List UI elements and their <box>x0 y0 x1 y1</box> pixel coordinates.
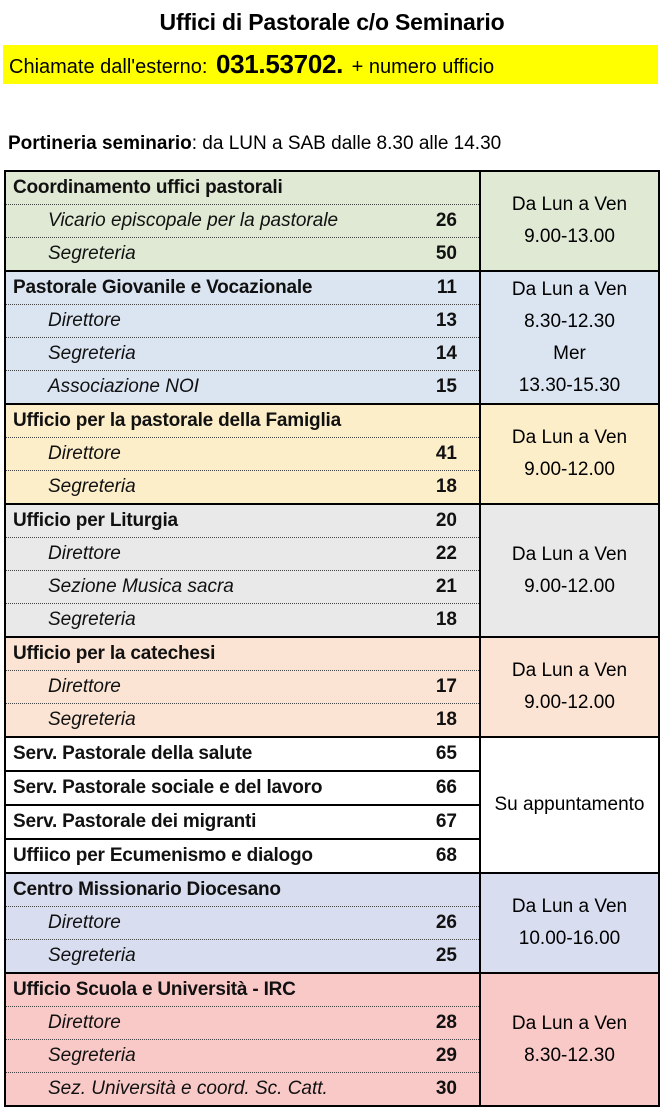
office-label: Direttore <box>48 912 121 933</box>
hours-line: 8.30-12.30 <box>524 310 615 332</box>
office-row <box>6 272 479 304</box>
office-label: Direttore <box>48 1012 121 1033</box>
office-label: Serv. Pastorale della salute <box>13 743 253 764</box>
extension-number: 11 <box>436 277 457 298</box>
hours-line: 9.00-12.00 <box>524 692 615 713</box>
office-label: Segreteria <box>48 1045 136 1066</box>
office-label: Ufficio Scuola e Università - IRC <box>13 979 296 1000</box>
office-label: Sezione Musica sacra <box>48 576 234 597</box>
office-row <box>6 537 479 570</box>
hours-cell <box>481 405 658 503</box>
extension-number: 50 <box>435 243 457 264</box>
office-label: Segreteria <box>48 945 136 966</box>
external-calls-banner <box>3 45 658 84</box>
office-row <box>6 838 479 872</box>
offices-table <box>4 170 660 1107</box>
office-rows <box>6 738 481 872</box>
office-label: Ufficio per la pastorale della Famiglia <box>13 410 341 431</box>
office-row <box>6 204 479 237</box>
hours-line: Da Lun a Ven <box>511 660 628 681</box>
office-label: Ufficio per Liturgia <box>13 510 178 531</box>
office-row <box>6 804 479 838</box>
office-row <box>6 1006 479 1039</box>
page-title: Uffici di Pastorale c/o Seminario <box>159 9 505 35</box>
office-section-ufficio-catechesi <box>6 636 658 736</box>
office-section-coordinamento-uffici-pastorali <box>6 172 658 270</box>
office-rows <box>6 638 481 736</box>
extension-number: 68 <box>435 845 457 866</box>
office-row <box>6 405 479 437</box>
banner-prefix: Chiamate dall'esterno: <box>9 56 213 78</box>
hours-line: Da Lun a Ven <box>511 1012 628 1034</box>
extension-number: 14 <box>435 343 457 364</box>
extension-number: 41 <box>435 443 457 464</box>
office-label: Coordinamento uffici pastorali <box>13 177 283 198</box>
office-row <box>6 370 479 403</box>
office-row <box>6 437 479 470</box>
office-row <box>6 337 479 370</box>
hours-line: Da Lun a Ven <box>511 278 628 300</box>
hours-cell <box>481 638 658 736</box>
hours-line: 8.30-12.30 <box>524 1044 615 1066</box>
office-row <box>6 638 479 670</box>
extension-number: 26 <box>435 210 457 231</box>
office-label: Pastorale Giovanile e Vocazionale <box>13 277 313 298</box>
extension-number: 15 <box>435 376 457 397</box>
office-row <box>6 738 479 770</box>
hours-line: 9.00-12.00 <box>524 575 615 597</box>
office-row <box>6 304 479 337</box>
extension-number: 26 <box>435 912 457 933</box>
portineria-label: Portineria seminario <box>8 133 192 154</box>
office-row <box>6 1039 479 1072</box>
office-section-ufficio-pastorale-famiglia <box>6 403 658 503</box>
office-section-pastorale-giovanile-e-vocazionale <box>6 270 658 403</box>
extension-number: 25 <box>435 945 457 966</box>
office-row <box>6 670 479 703</box>
office-rows <box>6 874 481 972</box>
office-rows <box>6 272 481 403</box>
extension-number: 20 <box>435 510 457 531</box>
extension-number: 21 <box>435 576 457 597</box>
extension-number: 18 <box>435 609 457 630</box>
extension-number: 17 <box>435 676 457 697</box>
banner-text <box>9 49 494 80</box>
banner-phone-number: 031.53702. <box>215 49 344 79</box>
office-label: Segreteria <box>48 343 136 364</box>
office-label: Serv. Pastorale sociale e del lavoro <box>13 777 323 798</box>
hours-line: 9.00-13.00 <box>524 226 615 247</box>
office-row <box>6 570 479 603</box>
extension-number: 67 <box>435 811 457 832</box>
office-label: Ufficio per la catechesi <box>13 643 216 664</box>
hours-cell <box>481 874 658 972</box>
hours-cell <box>481 272 658 403</box>
extension-number: 28 <box>435 1012 457 1033</box>
office-row <box>6 172 479 204</box>
office-row <box>6 874 479 906</box>
office-row <box>6 906 479 939</box>
office-row <box>6 770 479 804</box>
office-section-centro-missionario-diocesano <box>6 872 658 972</box>
hours-line: Da Lun a Ven <box>511 427 628 448</box>
office-rows <box>6 172 481 270</box>
extension-number: 29 <box>435 1045 457 1066</box>
office-row <box>6 237 479 270</box>
hours-line: Mer <box>553 342 586 364</box>
banner-suffix: + numero ufficio <box>346 56 495 78</box>
office-section-servizi-pastorali <box>6 736 658 872</box>
office-label: Segreteria <box>48 609 136 630</box>
hours-line: 10.00-16.00 <box>518 928 621 949</box>
office-section-ufficio-scuola-universita-irc <box>6 972 658 1105</box>
portineria-line <box>8 131 664 157</box>
office-row <box>6 939 479 972</box>
hours-line: Da Lun a Ven <box>511 896 628 917</box>
office-label: Segreteria <box>48 709 136 730</box>
office-rows <box>6 505 481 636</box>
extension-number: 18 <box>435 709 457 730</box>
office-label: Segreteria <box>48 243 136 264</box>
office-label: Uffiico per Ecumenismo e dialogo <box>13 845 313 866</box>
hours-line: 13.30-15.30 <box>518 374 621 396</box>
office-row <box>6 974 479 1006</box>
office-label: Serv. Pastorale dei migranti <box>13 811 257 832</box>
office-label: Direttore <box>48 543 121 564</box>
portineria-hours-text: : da LUN a SAB dalle 8.30 alle 14.30 <box>191 133 502 154</box>
extension-number: 13 <box>435 310 457 331</box>
office-label: Segreteria <box>48 476 136 497</box>
hours-line: Su appuntamento <box>494 794 645 815</box>
office-row <box>6 603 479 636</box>
office-label: Centro Missionario Diocesano <box>13 879 281 900</box>
office-label: Direttore <box>48 676 121 697</box>
hours-cell <box>481 738 658 872</box>
office-label: Associazione NOI <box>48 376 200 397</box>
extension-number: 22 <box>435 543 457 564</box>
extension-number: 65 <box>435 743 457 764</box>
office-label: Direttore <box>48 443 121 464</box>
hours-line: Da Lun a Ven <box>511 194 628 215</box>
extension-number: 66 <box>435 777 457 798</box>
hours-cell <box>481 505 658 636</box>
office-rows <box>6 405 481 503</box>
office-row <box>6 505 479 537</box>
hours-cell <box>481 974 658 1105</box>
extension-number: 18 <box>435 476 457 497</box>
office-label: Vicario episcopale per la pastorale <box>48 210 339 231</box>
office-row <box>6 470 479 503</box>
hours-line: 9.00-12.00 <box>524 459 615 480</box>
office-section-ufficio-liturgia <box>6 503 658 636</box>
office-rows <box>6 974 481 1105</box>
extension-number: 30 <box>435 1078 457 1099</box>
office-row <box>6 703 479 736</box>
office-label: Direttore <box>48 310 121 331</box>
office-label: Sez. Università e coord. Sc. Catt. <box>48 1078 328 1099</box>
hours-line: Da Lun a Ven <box>511 543 628 565</box>
office-row <box>6 1072 479 1105</box>
hours-cell <box>481 172 658 270</box>
